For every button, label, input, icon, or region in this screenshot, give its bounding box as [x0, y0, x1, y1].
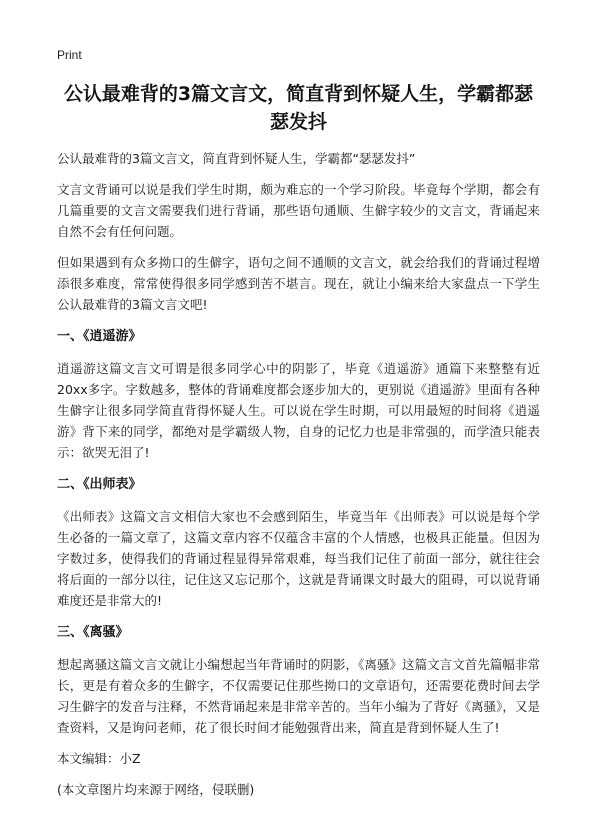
intro-paragraph: 但如果遇到有众多拗口的生僻字，语句之间不通顺的文言文，就会给我们的背诵过程增添很多难度，常常使得很多同学感到苦不堪言。现在，就让小编来给大家盘点一下学生公认最难背的3篇文言文吧! [57, 255, 540, 312]
editor-credit: 本文编辑：小Z [57, 751, 141, 766]
intro-paragraph: 文言文背诵可以说是我们学生时期，颇为难忘的一个学习阶段。毕竟每个学期，都会有几篇重要的文言文需要我们进行背诵，那些语句通顺、生僻字较少的文言文，背诵起来自然不会有任何问题。 [57, 182, 540, 239]
section-heading-lisao: 三、《离骚》 [57, 625, 129, 640]
section-heading-chushibiao: 二、《出师表》 [57, 477, 142, 492]
section-heading-xiaoyaoyou: 一、《逍遥游》 [57, 329, 142, 344]
article-title: 公认最难背的3篇文言文，简直背到怀疑人生，学霸都瑟瑟发抖 [63, 83, 534, 133]
section-body-xiaoyaoyou: 逍遥游这篇文言文可谓是很多同学心中的阴影了，毕竟《逍遥游》通篇下来整整有近20xx多字。字数越多，整体的背诵难度都会逐步加大的，更别说《逍遥游》里面有各种生僻字让很多同学简直背得怀疑人生。可以说在学生时期，可以用最短的时间将《逍遥游》背下来的同学，都绝对是学霸级人物，自身的记忆力也是非常强的，而学渣只能表示：欲哭无泪了! [57, 361, 540, 460]
source-note: (本文章图片均来源于网络，侵联删) [57, 782, 255, 797]
section-body-lisao: 想起离骚这篇文言文就让小编想起当年背诵时的阴影，《离骚》这篇文言文首先篇幅非常长，更是有着众多的生僻字，不仅需要记住那些拗口的文章语句，还需要花费时间去学习生僻字的发音与注释，不然背诵起来是非常辛苦的。当年小编为了背好《离骚》，又是查资料，又是询问老师，花了很长时间才能勉强背出来，简直是背到怀疑人生了! [57, 657, 540, 735]
section-body-chushibiao: 《出师表》这篇文言文相信大家也不会感到陌生，毕竟当年《出师表》可以说是每个学生必备的一篇文章了，这篇文章内容不仅蕴含丰富的个人情感，也极具正能量。但因为字数过多，使得我们的背诵过程显得异常艰难，每当我们记住了前面一部分，就往往会将后面的一部分以往，记住这又忘记那个，这就是背诵课文时最大的阻碍，可以说背诵难度还是非常大的! [57, 509, 540, 608]
print-link[interactable]: Print [57, 48, 82, 62]
article-subtitle: 公认最难背的3篇文言文，简直背到怀疑人生，学霸都“瑟瑟发抖” [57, 151, 416, 166]
